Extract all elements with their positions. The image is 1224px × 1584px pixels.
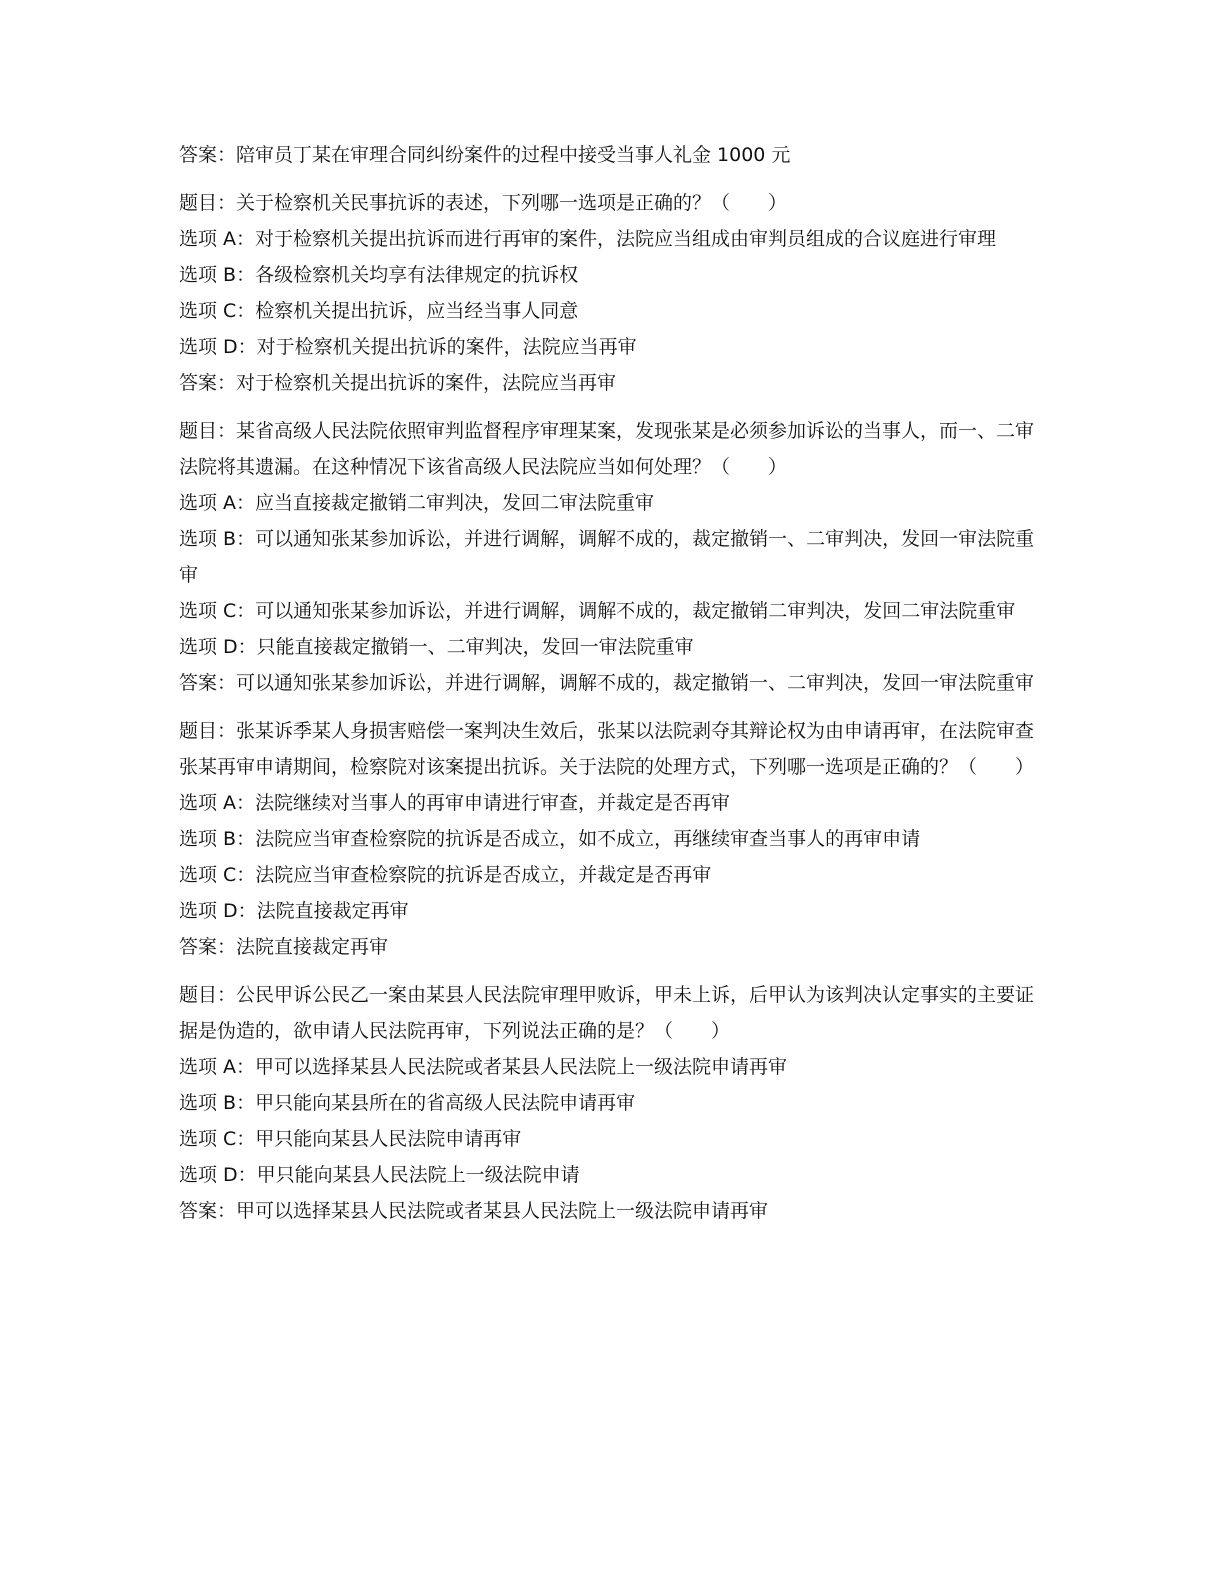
- question-text: 题目：关于检察机关民事抗诉的表述，下列哪一选项是正确的？（ ）: [179, 192, 788, 214]
- question-block-1: [179, 185, 1037, 401]
- answer-text: 答案：可以通知张某参加诉讼，并进行调解，调解不成的，裁定撤销一、二审判决，发回一审法院重审: [179, 672, 1035, 694]
- option-d: 选项 D：对于检察机关提出抗诉的案件，法院应当再审: [179, 336, 637, 358]
- option-a: 选项 A：应当直接裁定撤销二审判决，发回二审法院重审: [179, 492, 655, 514]
- question-text: 题目：某省高级人民法院依照审判监督程序审理某案，发现张某是必须参加诉讼的当事人，而一、二审法院将其遗漏。在这种情况下该省高级人民法院应当如何处理？（ ）: [179, 420, 1035, 478]
- lead-answer: 答案：陪审员丁某在审理合同纠纷案件的过程中接受当事人礼金 1000 元: [179, 144, 791, 166]
- question-text: 题目：张某诉季某人身损害赔偿一案判决生效后，张某以法院剥夺其辩论权为由申请再审，在法院审查张某再审申请期间，检察院对该案提出抗诉。关于法院的处理方式，下列哪一选项是正确的？（ ）: [179, 720, 1035, 778]
- option-b: 选项 B：可以通知张某参加诉讼，并进行调解，调解不成的，裁定撤销一、二审判决，发回一审法院重审: [179, 528, 1035, 586]
- option-d: 选项 D：甲只能向某县人民法院上一级法院申请: [179, 1164, 580, 1186]
- option-d: 选项 D：法院直接裁定再审: [179, 900, 409, 922]
- question-block-4: [179, 977, 1037, 1229]
- option-b: 选项 B：法院应当审查检察院的抗诉是否成立，如不成立，再继续审查当事人的再审申请: [179, 828, 921, 850]
- option-c: 选项 C：检察机关提出抗诉，应当经当事人同意: [179, 300, 579, 322]
- question-text: 题目：公民甲诉公民乙一案由某县人民法院审理甲败诉，甲未上诉，后甲认为该判决认定事实的主要证据是伪造的，欲申请人民法院再审，下列说法正确的是？（ ）: [179, 984, 1035, 1042]
- document-page: [179, 137, 1037, 1241]
- option-c: 选项 C：甲只能向某县人民法院申请再审: [179, 1128, 522, 1150]
- question-block-3: [179, 713, 1037, 965]
- question-block-2: [179, 413, 1037, 701]
- option-d: 选项 D：只能直接裁定撤销一、二审判决，发回一审法院重审: [179, 636, 694, 658]
- answer-text: 答案：法院直接裁定再审: [179, 936, 389, 958]
- option-c: 选项 C：法院应当审查检察院的抗诉是否成立，并裁定是否再审: [179, 864, 712, 886]
- option-a: 选项 A：法院继续对当事人的再审申请进行审查，并裁定是否再审: [179, 792, 731, 814]
- option-a: 选项 A：甲可以选择某县人民法院或者某县人民法院上一级法院申请再审: [179, 1056, 788, 1078]
- option-c: 选项 C：可以通知张某参加诉讼，并进行调解，调解不成的，裁定撤销二审判决，发回二审法院重审: [179, 600, 1016, 622]
- option-b: 选项 B：甲只能向某县所在的省高级人民法院申请再审: [179, 1092, 636, 1114]
- option-a: 选项 A：对于检察机关提出抗诉而进行再审的案件，法院应当组成由审判员组成的合议庭进行审理: [179, 228, 997, 250]
- answer-text: 答案：甲可以选择某县人民法院或者某县人民法院上一级法院申请再审: [179, 1200, 769, 1222]
- answer-text: 答案：对于检察机关提出抗诉的案件，法院应当再审: [179, 372, 617, 394]
- option-b: 选项 B：各级检察机关均享有法律规定的抗诉权: [179, 264, 579, 286]
